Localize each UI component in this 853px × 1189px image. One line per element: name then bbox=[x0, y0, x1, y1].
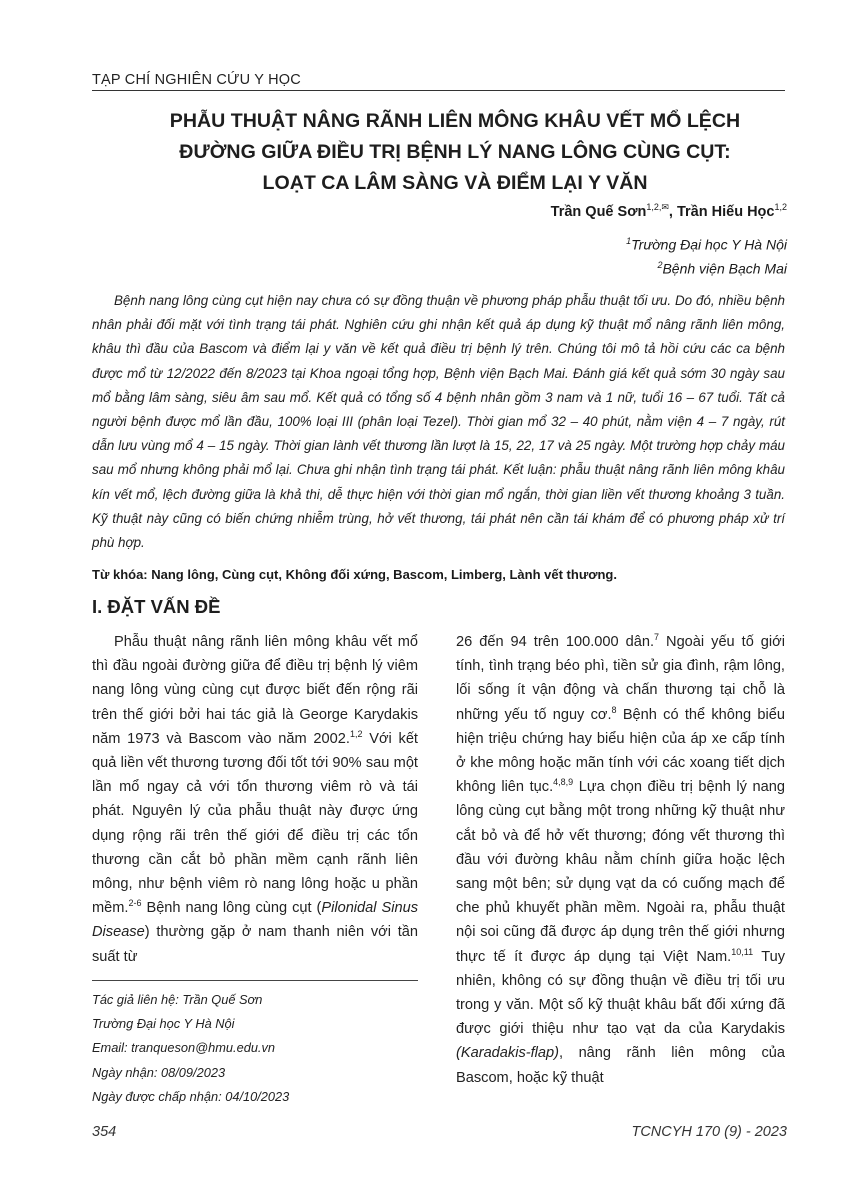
author-institution: Trường Đại học Y Hà Nội bbox=[92, 1016, 235, 1032]
abstract: Bệnh nang lông cùng cụt hiện nay chưa có sự đồng thuận về phương pháp phẫu thuật tối ưu. Do đó, nhiều bệnh nhân phải đối mặt với tình trạng tái phát. Nghiên cứu ghi nhận kết quả áp dụng kỹ thuật mổ nâng rãnh liên mông, khâu thì đầu của Bascom và điểm lại y văn về kết quả điều trị bệnh lý trên. Chúng tôi mô tả hồi cứu các ca bệnh được mổ từ 12/2022 đến 8/2023 tại Khoa ngoại tổng hợp, Bệnh viện Bạch Mai. Đánh giá kết quả sớm 30 ngày sau mổ bằng lâm sàng, siêu âm sau mổ. Kết quả có tổng số 4 bệnh nhân gồm 3 nam và 1 nữ, tuổi 16 – 67 tuổi. Tất cả người bệnh được mổ lần đầu, 100% loại III (phân loại Tezel). Thời gian mổ 32 – 40 phút, nằm viện 4 – 7 ngày, rút dẫn lưu vùng mổ 4 – 15 ngày. Thời gian lành vết thương lần lượt là 15, 22, 17 và 25 ngày. Một trường hợp chảy máu sau mổ nhưng không phải mổ lại. Chưa ghi nhận tình trạng tái phát. Kết luận: phẫu thuật nâng rãnh liên mông khâu kín vết mổ, lệch đường giữa là khả thi, dễ thực hiện với thời gian mổ ngắn, thời gian liền vết thương khoảng 3 tuần. Kỹ thuật này cũng có biến chứng nhiễm trùng, hở vết thương, tái phát nên cần tái khám để có phương pháp xử trí phù hợp. bbox=[92, 293, 785, 551]
journal-issue: TCNCYH 170 (9) - 2023 bbox=[631, 1124, 787, 1140]
body-text: Tuy nhiên, không có sự đồng thuận về điều trị tối ưu trong y văn. Một số kỹ thuật khâu bất đối xứng đã được giới thiệu như tạo vạt da của Karydakis bbox=[456, 948, 786, 1038]
journal-name: TẠP CHÍ NGHIÊN CỨU Y HỌC bbox=[92, 72, 301, 88]
affiliation-name: Bệnh viện Bạch Mai bbox=[662, 260, 787, 277]
affiliation bbox=[626, 236, 787, 253]
body-text: , nâng rãnh liên mông của Bascom, hoặc kỹ thuật bbox=[456, 1045, 785, 1086]
citation: 2-6 bbox=[128, 898, 142, 909]
citation: 8 bbox=[611, 704, 617, 715]
keywords: Từ khóa: Nang lông, Cùng cụt, Không đối xứng, Bascom, Limberg, Lành vết thương. bbox=[92, 567, 617, 582]
body-text: Bệnh có thể không biểu hiện triệu chứng hay biểu hiện của áp xe cấp tính ở khe mông hoặc mãn tính với các xoang tiết dịch không liên tục. bbox=[456, 706, 785, 796]
corresponding-author: Tác giả liên hệ: Trần Quế Sơn bbox=[92, 992, 263, 1007]
header-rule bbox=[92, 90, 785, 91]
footnote-rule bbox=[92, 980, 418, 981]
citation: 10,11 bbox=[731, 946, 754, 957]
journal-header bbox=[92, 70, 785, 92]
body-text: 26 đến 94 trên 100.000 dân. bbox=[456, 634, 655, 650]
citation: 7 bbox=[654, 632, 660, 643]
title-line-2: ĐƯỜNG GIỮA ĐIỀU TRỊ BỆNH LÝ NANG LÔNG CÙNG CỤT: bbox=[179, 141, 731, 163]
article-title bbox=[92, 106, 818, 199]
body-column-right bbox=[456, 630, 785, 1090]
body-text: Bệnh nang lông cùng cụt ( bbox=[141, 900, 322, 917]
citation: 1,2 bbox=[349, 728, 363, 739]
body-text: ) thường gặp ở nam thanh niên với tần suất từ bbox=[92, 924, 418, 965]
footnotes bbox=[92, 988, 418, 1109]
citation: 4,8,9 bbox=[553, 777, 574, 788]
author-name: Trần Quế Sơn bbox=[550, 203, 647, 220]
body-text: Phẫu thuật nâng rãnh liên mông khâu vết mổ thì đầu ngoài đường giữa để điều trị bệnh lý viêm nang lông vùng cùng cụt được biết đến rộng rãi trên thế giới bởi hai tác giả là George Karydakis năm 1973 và Bascom vào năm 2002. bbox=[92, 634, 418, 747]
author-affiliation-marker: 1,2 bbox=[774, 202, 787, 212]
title-line-1: PHẪU THUẬT NÂNG RÃNH LIÊN MÔNG KHÂU VẾT MỔ LỆCH bbox=[169, 110, 741, 132]
affiliation-marker: 2 bbox=[657, 260, 663, 270]
body-column-left bbox=[92, 630, 418, 969]
affiliation-name: Trường Đại học Y Hà Nội bbox=[631, 236, 787, 253]
author-email: Email: tranqueson@hmu.edu.vn bbox=[92, 1040, 276, 1056]
page-number: 354 bbox=[92, 1124, 117, 1140]
body-text-italic: (Karadakis-flap) bbox=[456, 1045, 560, 1062]
body-text: Với kết quả liền vết thương tương đối tốt tới 90% sau một lần mổ ngay cả với tổn thương viêm rò và tái phát. Nguyên lý của phẫu thuật này được ứng dụng rộng rãi trên thế giới để điều trị các tổn thương cần cắt bỏ phần mềm cạnh rãnh liên mông, như bệnh viêm rò nang lông hoặc u phần mềm. bbox=[92, 730, 418, 917]
affiliation-marker: 1 bbox=[626, 236, 632, 246]
author-name: Trần Hiếu Học bbox=[676, 203, 775, 220]
body-text: Lựa chọn điều trị bệnh lý nang lông cùng cụt bằng một trong những kỹ thuật như cắt bỏ và để hở vết thương; đóng vết thương thì đầu với đường khâu nằm chính giữa hoặc lệch sang một bên; sử dụng vạt da có cuống mạch để che phủ khuyết phần mềm. Ngoài ra, phẫu thuật nội soi cũng đã được áp dụng trên thế giới nhưng thực tế ít được áp dụng tại Việt Nam. bbox=[456, 779, 785, 965]
affiliation bbox=[657, 260, 787, 277]
author-list bbox=[551, 202, 787, 220]
body-text: Ngoài yếu tố giới tính, tình trạng béo phì, tiền sử gia đình, rậm lông, lối sống ít vận động và chấn thương tại chỗ là những yếu tố nguy cơ. bbox=[456, 634, 785, 723]
body-text-italic: Pilonidal Sinus Disease bbox=[92, 900, 418, 941]
title-line-3: LOẠT CA LÂM SÀNG VÀ ĐIỂM LẠI Y VĂN bbox=[262, 172, 648, 194]
accepted-date: Ngày được chấp nhận: 04/10/2023 bbox=[92, 1088, 290, 1104]
author-affiliation-marker: 1,2,✉ bbox=[646, 202, 669, 212]
author-separator: , bbox=[668, 203, 677, 220]
received-date: Ngày nhận: 08/09/2023 bbox=[92, 1064, 226, 1080]
section-heading: I. ĐẶT VẤN ĐỀ bbox=[92, 596, 221, 617]
